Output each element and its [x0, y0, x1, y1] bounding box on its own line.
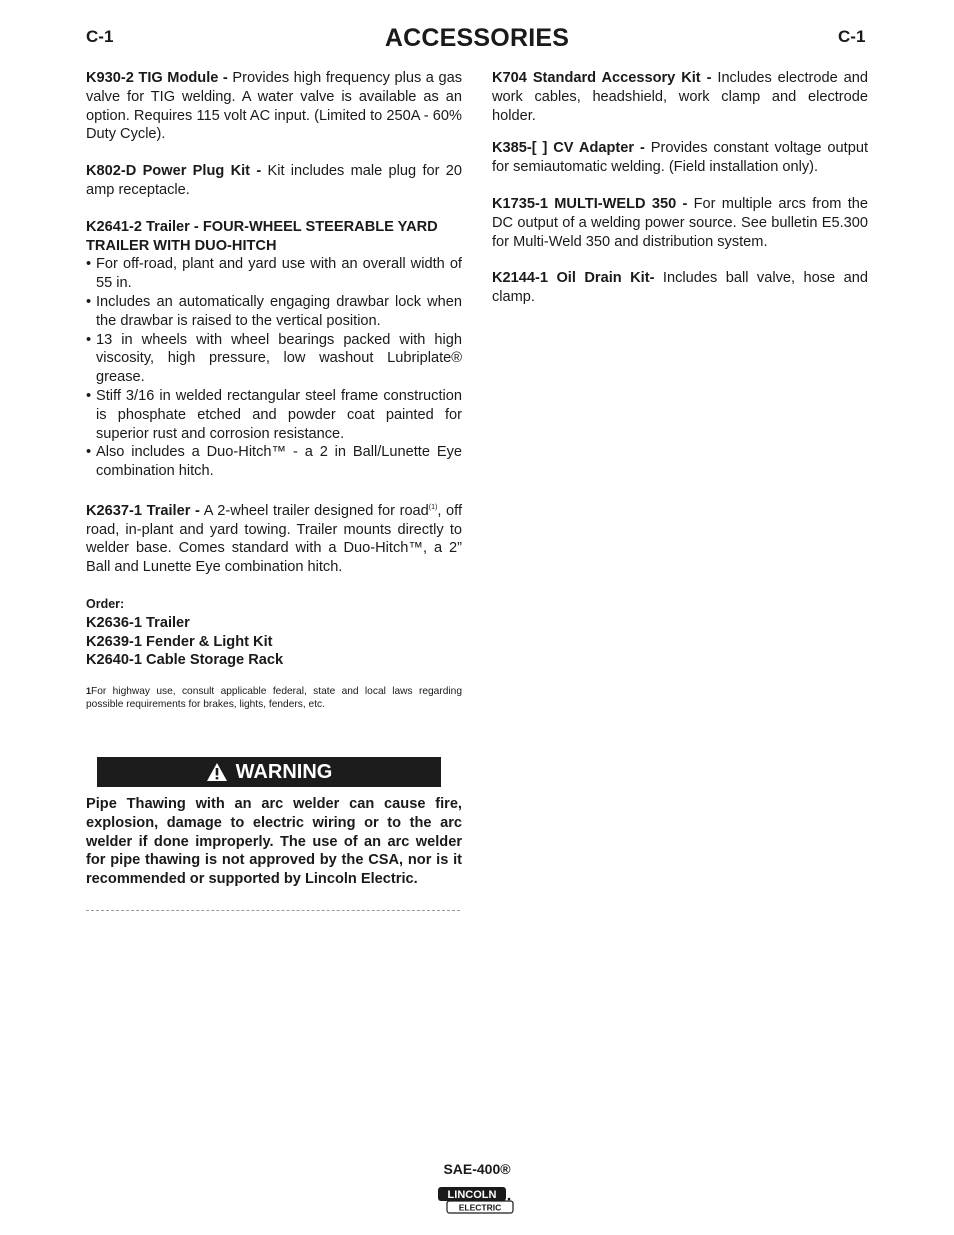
k930-code: K930-2 TIG Module - [86, 70, 228, 86]
order-item: K2636-1 Trailer [86, 614, 190, 631]
k2637-text-b: , off road, in-plant and yard towing. Trailer mounts directly to welder base. Comes standard with a Duo-Hitch™, a 2” Ball and Lunette Eye combination hitch. [86, 502, 462, 576]
k385-code: K385-[ ] CV Adapter - [492, 140, 645, 157]
k704-code: K704 Standard Accessory Kit - [492, 70, 712, 86]
logo-bottom-text: ELECTRIC [458, 1202, 502, 1213]
warning-bar [97, 757, 441, 787]
logo-top-text: LINCOLN [447, 1189, 497, 1201]
footnote [86, 685, 462, 711]
page-title: ACCESSORIES [384, 24, 570, 52]
warning-triangle-icon [206, 762, 228, 782]
divider [86, 910, 460, 911]
section-code-right: C-1 [838, 27, 866, 46]
k704-text: Includes electrode and work cables, headshield, work clamp and electrode holder. [492, 70, 868, 124]
warning-label: WARNING [235, 760, 333, 783]
k1735-text: For multiple arcs from the DC output of a welding power source. See bulletin E5.300 for Multi-Weld 350 and distribution system. [492, 195, 868, 250]
footnote-ref: (1) [428, 503, 438, 511]
model-name: SAE-400® [443, 1161, 511, 1177]
list-item: • Also includes a Duo-Hitch™ - a 2 in Ball/Lunette Eye combination hitch. [86, 443, 462, 481]
warning-text: Pipe Thawing with an arc welder can cause fire, explosion, damage to electric wiring or to the arc welder if done improperly. The use of an arc welder for pipe thawing is not approved by the CSA, nor is it recommended or supported by Lincoln Electric. [86, 796, 462, 888]
k1735-entry [492, 195, 868, 251]
k2144-text: Includes ball valve, hose and clamp. [492, 270, 868, 306]
k802-entry [86, 162, 462, 200]
k2637-code: K2637-1 Trailer - [86, 502, 200, 519]
footnote-text: For highway use, consult applicable federal, state and local laws regarding possible requirements for brakes, lights, fenders, etc. [86, 686, 462, 711]
k385-text: Provides constant voltage output for semiautomatic welding. (Field installation only). [492, 140, 869, 176]
k2641-bullets [86, 255, 462, 481]
list-item: • For off-road, plant and yard use with an overall width of 55 in. [86, 255, 462, 293]
k1735-code: K1735-1 MULTI-WELD 350 - [492, 195, 688, 212]
order-item: K2639-1 Fender & Light Kit [86, 633, 273, 650]
k2637-text-a: A 2-wheel trailer designed for road [203, 502, 429, 519]
list-item: • Includes an automatically engaging drawbar lock when the drawbar is raised to the vertical position. [86, 293, 462, 331]
k930-entry [86, 69, 462, 144]
k802-text: Kit includes male plug for 20 amp receptacle. [86, 163, 462, 198]
list-item: • Stiff 3/16 in welded rectangular steel frame construction is phosphate etched and powder coat painted for superior rust and corrosion resistance. [86, 387, 462, 443]
footnote-mark: 1 [86, 686, 92, 697]
k704-entry [492, 69, 868, 125]
right-column [492, 69, 868, 307]
order-label: Order: [86, 596, 125, 611]
left-column [86, 69, 462, 711]
k930-text: Provides high frequency plus a gas valve for TIG welding. A water valve is available as an option. Requires 115 volt AC input. (Limited to 250A - 60% Duty Cycle). [86, 70, 462, 143]
k802-code: K802-D Power Plug Kit - [86, 163, 262, 180]
k2144-entry [492, 269, 868, 307]
section-code-left: C-1 [86, 27, 114, 46]
list-item: • 13 in wheels with wheel bearings packed with high viscosity, high pressure, low washout Lubriplate® grease. [86, 331, 462, 387]
k2641-heading: K2641-2 Trailer - FOUR-WHEEL STEERABLE YARD TRAILER WITH DUO-HITCH [86, 218, 438, 254]
k2637-entry [86, 499, 462, 577]
k2144-code: K2144-1 Oil Drain Kit- [492, 270, 655, 287]
lincoln-electric-logo [437, 1186, 515, 1214]
order-item: K2640-1 Cable Storage Rack [86, 652, 284, 669]
k385-entry [492, 139, 868, 177]
